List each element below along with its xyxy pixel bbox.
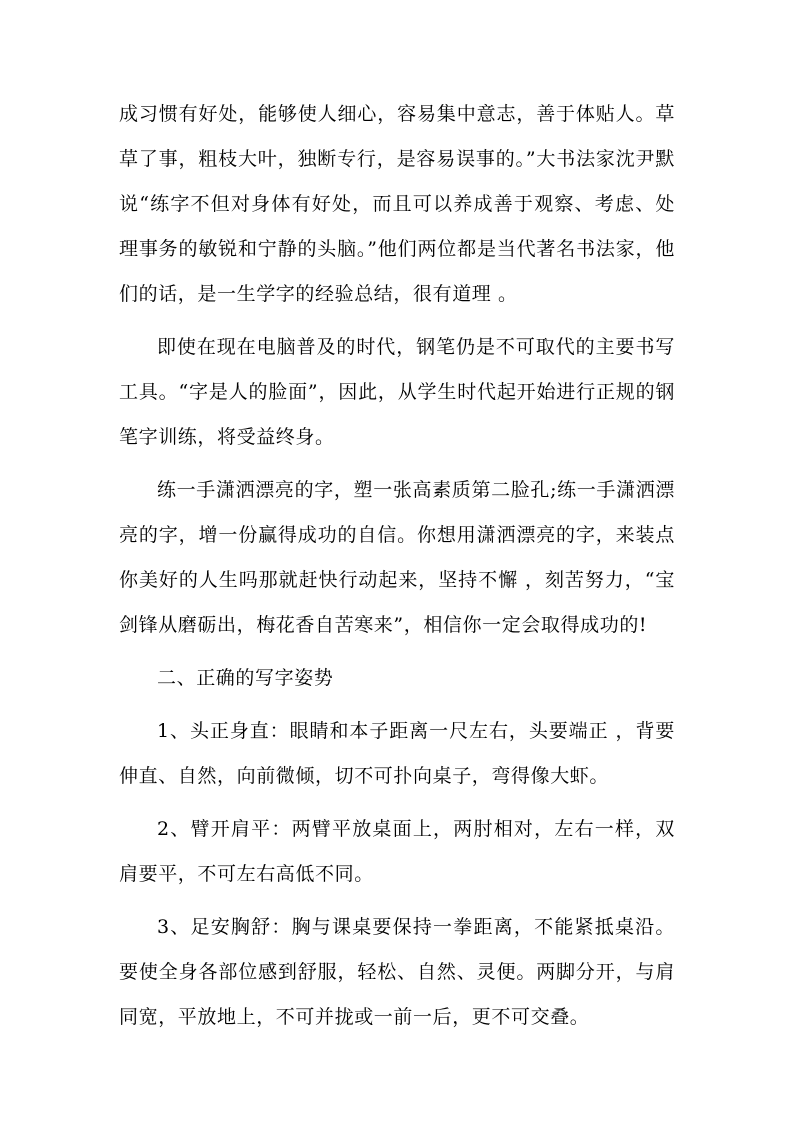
section-heading-posture: 二、正确的写字姿势	[157, 667, 334, 689]
list-item-feet-chest: 3、足安胸舒：胸与课桌要保持一拳距离，不能紧抵桌沿。要使全身各部位感到舒服，轻松、自然、灵便。两脚分开，与肩同宽，平放地上，不可并拢或一前一后，更不可交叠。	[119, 916, 675, 1028]
paragraph-pen-tool: 即使在现在电脑普及的时代，钢笔仍是不可取代的主要书写工具。“字是人的脸面”，因此，从学生时代起开始进行正规的钢笔字训练，将受益终身。	[119, 336, 675, 448]
paragraph-continued: 成习惯有好处，能够使人细心，容易集中意志，善于体贴人。草草了事，粗枝大叶，独断专行，是容易误事的。”大书法家沈尹默说“练字不但对身体有好处，而且可以养成善于观察、考虑、处理事务的敏锐和宁静的头脑。”他们两位都是当代著名书法家，他们的话，是一生学字的经验总结，很有道理 。	[119, 103, 675, 305]
paragraph-encouragement: 练一手潇洒漂亮的字，塑一张高素质第二脸孔;练一手潇洒漂亮的字，增一份赢得成功的自信。你想用潇洒漂亮的字，来装点你美好的人生吗那就赶快行动起来，坚持不懈 ，刻苦努力，“宝剑锋从磨砺出，梅花香自苦寒来”，相信你一定会取得成功的!	[119, 479, 675, 636]
list-item-arms-shoulders: 2、臂开肩平：两臂平放桌面上，两肘相对，左右一样，双肩要平，不可左右高低不同。	[119, 818, 675, 885]
document-body	[119, 92, 675, 1040]
list-item-head-body: 1、头正身直：眼睛和本子距离一尺左右，头要端正 ，背要伸直、自然，向前微倾，切不可扑向桌子，弯得像大虾。	[119, 720, 675, 787]
